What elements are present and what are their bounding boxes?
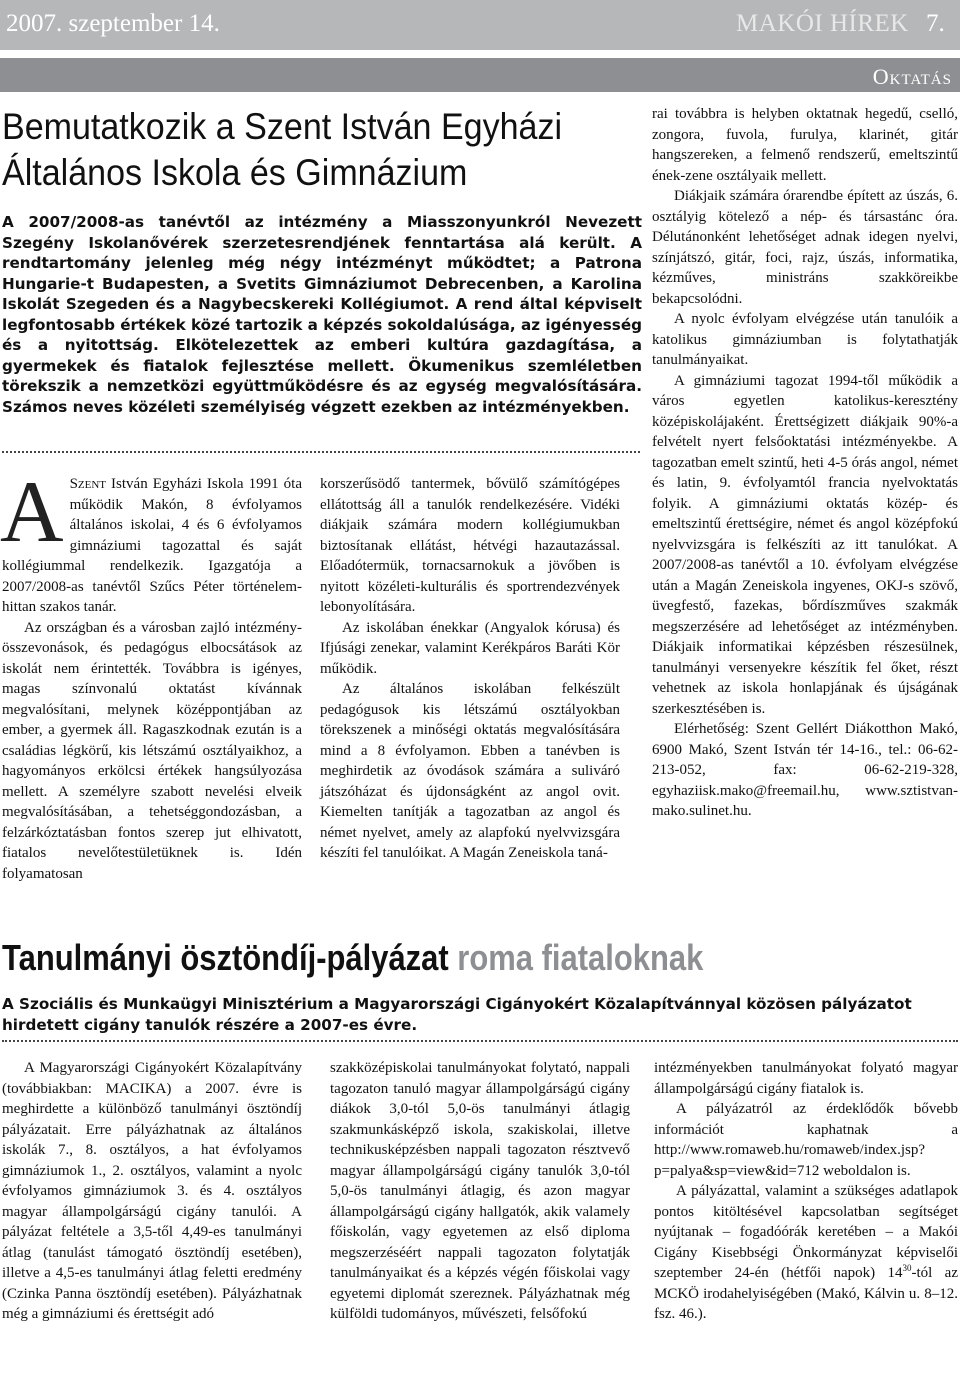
dotted-divider xyxy=(2,451,640,453)
article2-paragraph: A Magyarországi Cigányokért Közalapítvány (továbbiakban: MACIKA) a 2007. évre is meghirdette a különböző tanulmányi ösztöndíj pályázatait. Erre pályázhatnak az általános iskolák 7., 8. osztályos, a hat évfolyamos gimnáziumok 1., 2. osztályos, valamint a nyolc évfolyamos gimnáziumok 3. és 4. osztályos magyar állampolgárságú cigány tanulói. A pályázat feltétele a 3,5-től 4,49-es tanulmányi átlag (tanulást támogató ösztöndíj esetében), illetve a 4,5-es tanulmányi átlag feletti eredmény (Czinka Panna ösztöndíj esetében). Pályázhatnak még a gimnáziumi és érettségit adó xyxy=(2,1060,302,1322)
paragraph-text: A pályázattal, valamint a szükséges adatlapok pontos kitöltésével kapcsolatban segítséget nyújtanak – fogadóórák keretében – a Makói Cigány Kisebbségi Önkormányzat képviselői szeptember 24-én (hétfői napok) 14 xyxy=(654,1183,958,1281)
article1-paragraph: Az általános iskolában felkészült pedagógusok kis létszámú osztályokban törekszenek a minőségi oktatás megvalósítására mind a 8 évfolyamon. Ebben a tanévben is meghirdetik az óvodások számára a suliváró játszóházat és újdonságként az angol ovit. Kiemelten tanítják a tagozatban az angol és német nyelvet, amely az alapfokú nyelvvizsgára készíti fel tanulóikat. A Magán Zeneiskola taná- xyxy=(320,681,620,861)
drop-cap: A xyxy=(0,464,64,561)
section-label: Oktatás xyxy=(872,64,952,89)
article1-paragraph: rai továbbra is helyben oktatnak hegedű, cselló, zongora, fuvola, furulya, klarinét, gitár hangszereken, a felmenő rendszerű, emeltszintű ének-zene osztályaik mellett. xyxy=(652,106,958,184)
article1-title-line2: Általános Iskola és Gimnázium xyxy=(2,152,468,193)
article2-column2 xyxy=(330,1058,630,1325)
page-number: 7. xyxy=(926,10,945,37)
article2-paragraph: A pályázatról az érdeklődők bővebb információt kaphatnak a http://www.romaweb.hu/romaweb/index.jsp?p=palya&sp=view&id=712 weboldalon is. xyxy=(654,1101,958,1179)
article1-paragraph: A gimnáziumi tagozat 1994-től működik a város egyetlen katolikus-keresztény középiskolájaként. Érettségizett diákjaik 90%-a felvételt nyert felsőoktatási intézményekbe. A tagozatban emelt szintű, heti 4-5 órás angol, német és latin, 9. évfolyamtól francia nyelvoktatás folyik. A gimnáziumi oktatás közép- és emeltszintű érettségire, német és angol középfokú nyelvvizsgára is felkészíti az itt tanulókat. A 2007/2008-as tanévtől a 10. évfolyam elvégzése után a Magán Zeneiskola ingyenes, OKJ-s szövő, üvegfestő, fazekas, bőrdíszműves szakmák megszerzésére ad lehetőséget az intézményben. Diákjaik informatikai képzésben részesülnek, tanulmányi versenyekre készítik fel őket, részt vehetnek az iskola honlapjának és újságának szerkesztésében is. xyxy=(652,372,958,717)
paragraph-text: -tól az MCKÖ irodahelyiségében (Makó, Kálvin u. 8–12. fsz. 46.). xyxy=(654,1265,958,1322)
article1-title xyxy=(2,104,572,196)
issue-date: 2007. szeptember 14. xyxy=(6,10,220,37)
article1-column3 xyxy=(652,104,958,822)
article2-lede: A Szociális és Munkaügyi Minisztérium a Magyarországi Cigányokért Közalapítvánnyal közösen pályázatot hirdetett cigány tanulók részére a 2007-es évre. xyxy=(2,995,912,1034)
article1-paragraph: korszerűsödő tantermek, bővülő számítógépes ellátottság áll a tanulók rendelkezésére. Vidéki diákjaik számára modern kollégiumukban biztosítanak ellátást, hétvégi hazautazással. Előadótermük, tornacsarnokuk a jövőben is nyitott közéleti-kulturális és sportrendezvények lebonyolítására. xyxy=(320,476,620,615)
article1-column2 xyxy=(320,474,620,864)
article2-title xyxy=(2,936,703,980)
article2-column1 xyxy=(2,1058,302,1325)
article1-paragraph: Az iskolában énekkar (Angyalok kórusa) és Ifjúsági zenekar, valamint Kerékpáros Baráti Kör működik. xyxy=(320,619,620,677)
article2-paragraph: intézményekben tanulmányokat folyató magyar állampolgárságú cigány fiatalok is. xyxy=(654,1060,958,1097)
magazine-name: MAKÓI HÍREK xyxy=(736,10,909,37)
article2-paragraph: szakközépiskolai tanulmányokat folytató, nappali tagozaton tanuló magyar állampolgárságú cigány diákok 3,0-tól 5,0-ös tanulmányi átlagig szakmunkásképző iskola, szakiskolai, illetve technikusképzésben nappali tagozaton résztvevő magyar állampolgárságú cigány tanulók 3,0-tól 5,0-ös tanulmányi átlagig, és azon magyar állampolgárságú cigány hallgatók, akik valamely főiskolán, vagy egyetemen az első diploma megszerzéséért nappali tagozaton folytatják tanulmányaikat és a képzés végén főiskolai vagy egyetemi diplomát szereznek. Pályázhatnak még külföldi tudományos, művészeti, felsőfokú xyxy=(330,1060,630,1322)
superscript: 30 xyxy=(902,1263,912,1273)
article1-paragraph xyxy=(0,464,302,618)
article2-column3 xyxy=(654,1058,958,1325)
article1-paragraph: A nyolc évfolyam elvégzése után tanulóik a katolikus gimnáziumban is folytathatják tanulmányaikat. xyxy=(652,311,958,368)
article1-column1 xyxy=(0,464,302,884)
contact-info: Elérhetőség: Szent Gellért Diákotthon Makó, 6900 Makó, Szent István tér 14-16., tel.: 06-62-213-052, fax: 06-62-219-328, egyhaziisk.mako@freemail.hu, www.sztistvan-mako.sulinet.hu. xyxy=(652,721,958,819)
article1-paragraph: Diákjaik számára órarendbe épített az úszás, 6. osztályig kötelező a nép- és társastánc óra. Délutánonként lehetőséget adnak idegen nyelvi, színjátszó, gitár, foci, rajz, úszás, informatika, kézműves, ministráns szakköreikbe bekapcsolódni. xyxy=(652,188,958,307)
smallcaps-lead: Szent xyxy=(69,476,107,492)
dotted-divider xyxy=(2,1040,958,1042)
article1-lede: A 2007/2008-as tanévtől az intézmény a Miasszonyunkról Nevezett Szegény Iskolanővérek szerzetesrendjének fenntartása alá került. A rendtartomány jelenleg még négy intézményt működtet; a Patrona Hungarie-t Budapesten, a Svetits Gimnáziumot Debrecenben, a Karolina Iskolát Szegeden és a Nagybecskereki Kollégiumot. A rend által képviselt legfontosabb értékek közé tartozik a képzés sokoldalúsága, az igényesség és a nyitottság. Elkötelezettek az emberi kultúra gazdagítása, a gyermekek és fiatalok fejlesztése mellett. Ökumenikus szemléletben törekszik a nemzetközi együttműködésre és az egység megvalósítására. Számos neves közéleti személyiség végzett ezekben az intézményekben. xyxy=(2,213,642,416)
article2-title-main: Tanulmányi ösztöndíj-pályázat xyxy=(2,937,449,978)
section-bar xyxy=(0,58,960,92)
article1-paragraph: Az országban és a városban zajló intézmény-összevonások, és pedagógus elbocsátások az iskolát nem érintették. Továbbra is igényes, magas színvonalú oktatást kívánnak megvalósítani, melynek középpontjában az ember, a gyermek áll. Ragaszkodnak ezután is a családias légkörű, kis létszámú osztályaikhoz, a hagyományos erkölcsi értékek hangsúlyozása mellett. A személyre szabott nevelési elveik megvalósításában, a tehetséggondozásban, a felzárkóztatásban fontos szerep jut elhivatott, fiatalos nevelőtestületüknek is. Idén folyamatosan xyxy=(2,619,302,882)
article1-title-line1: Bemutatkozik a Szent István Egyházi xyxy=(2,106,563,147)
article2-title-grey: roma fiataloknak xyxy=(448,937,704,978)
paragraph-text: István Egyházi Iskola 1991 óta működik Makón, 8 évfolyamos általános iskolai, 4 és 6 évfolyamos gimnáziumi tagozattal és saját kollégiummal rendelkezik. Igazgatója a 2007/2008-as tanévtől Szűcs Péter történelem-hittan szakos tanár. xyxy=(2,476,302,615)
article2-paragraph xyxy=(654,1181,958,1325)
